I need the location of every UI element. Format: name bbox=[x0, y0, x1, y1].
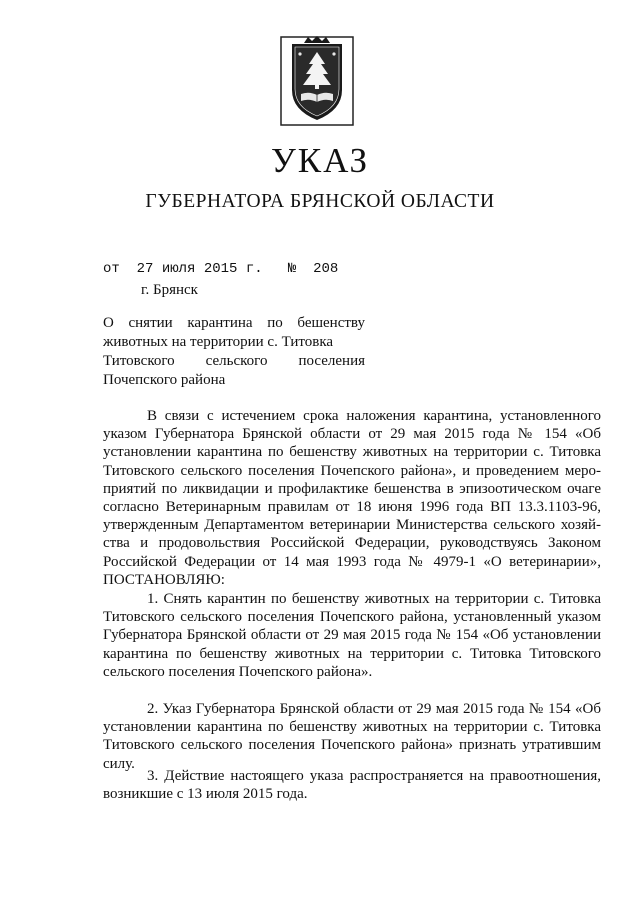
text-line: силу. bbox=[103, 755, 135, 772]
preamble-paragraph bbox=[103, 407, 601, 589]
decree-city: г. Брянск bbox=[141, 282, 198, 298]
decree-word: ПОСТАНОВЛЯЮ: bbox=[103, 571, 225, 588]
text-line: Титовского сельского поселения Почепского района», и проведением меро- bbox=[103, 462, 601, 479]
text-line: 2. Указ Губернатора Брянской области от 29 мая 2015 года № 154 «Об bbox=[147, 701, 601, 717]
document-issuer: ГУБЕРНАТОРА БРЯНСКОЙ ОБЛАСТИ bbox=[145, 191, 495, 212]
text-line: согласно Ветеринарным правилам от 18 июня 1996 года ВП 13.3.1103-96, bbox=[103, 498, 601, 515]
text-line: сельского поселения Почепского района». bbox=[103, 663, 373, 680]
subject-line: животных на территории с. Титовка bbox=[103, 334, 334, 350]
coat-of-arms-icon bbox=[280, 36, 354, 126]
document-title: УКАЗ bbox=[270, 141, 370, 180]
date-prefix: от bbox=[103, 261, 120, 277]
number-sign: № bbox=[287, 261, 297, 277]
subject-line: Почепского района bbox=[103, 372, 226, 388]
text-line: установлении карантина по бешенству животных на территории с. Титовка bbox=[103, 719, 601, 736]
subject-line: Титовского сельского поселения bbox=[103, 353, 365, 369]
date-number-line bbox=[103, 261, 338, 277]
text-line: ства и продовольствия Российской Федерации, руководствуясь Законом bbox=[103, 535, 601, 552]
text-line: В связи с истечением срока наложения карантина, установленного bbox=[147, 408, 601, 424]
text-line: 3. Действие настоящего указа распространяется на правоотношения, bbox=[147, 768, 601, 784]
decree-item-1 bbox=[103, 590, 601, 681]
text-line: карантина по бешенству животных на территории с. Титовка Титовского bbox=[103, 645, 601, 662]
decree-number: 208 bbox=[313, 261, 339, 277]
text-line: утвержденным Департаментом ветеринарии Министерства сельского хозяй- bbox=[103, 517, 601, 534]
text-line: указом Губернатора Брянской области от 29 мая 2015 года № 154 «Об bbox=[103, 426, 601, 443]
decree-date: 27 июля 2015 г. bbox=[136, 261, 263, 277]
text-line: возникшие с 13 июля 2015 года. bbox=[103, 786, 308, 803]
text-line: Титовского сельского поселения Почепского района» признать утратившим bbox=[103, 737, 601, 754]
text-line: 1. Снять карантин по бешенству животных на территории с. Титовка bbox=[147, 591, 601, 607]
text-line: Российской Федерации от 14 мая 1993 года № 4979-1 «О ветеринарии», bbox=[103, 553, 601, 570]
decree-item-3 bbox=[103, 767, 601, 803]
decree-item-2 bbox=[103, 700, 601, 773]
text-line: установлении карантина по бешенству животных на территории с. Титовка bbox=[103, 444, 601, 461]
text-line: приятий по ликвидации и профилактике бешенства в эпизоотическом очаге bbox=[103, 480, 601, 497]
text-line: Титовского сельского поселения Почепского района, установленный указом bbox=[103, 609, 601, 626]
subject-line: О снятии карантина по бешенству bbox=[103, 315, 365, 331]
text-line: Губернатора Брянской области от 29 мая 2015 года № 154 «Об установлении bbox=[103, 627, 601, 644]
decree-subject bbox=[103, 314, 365, 390]
